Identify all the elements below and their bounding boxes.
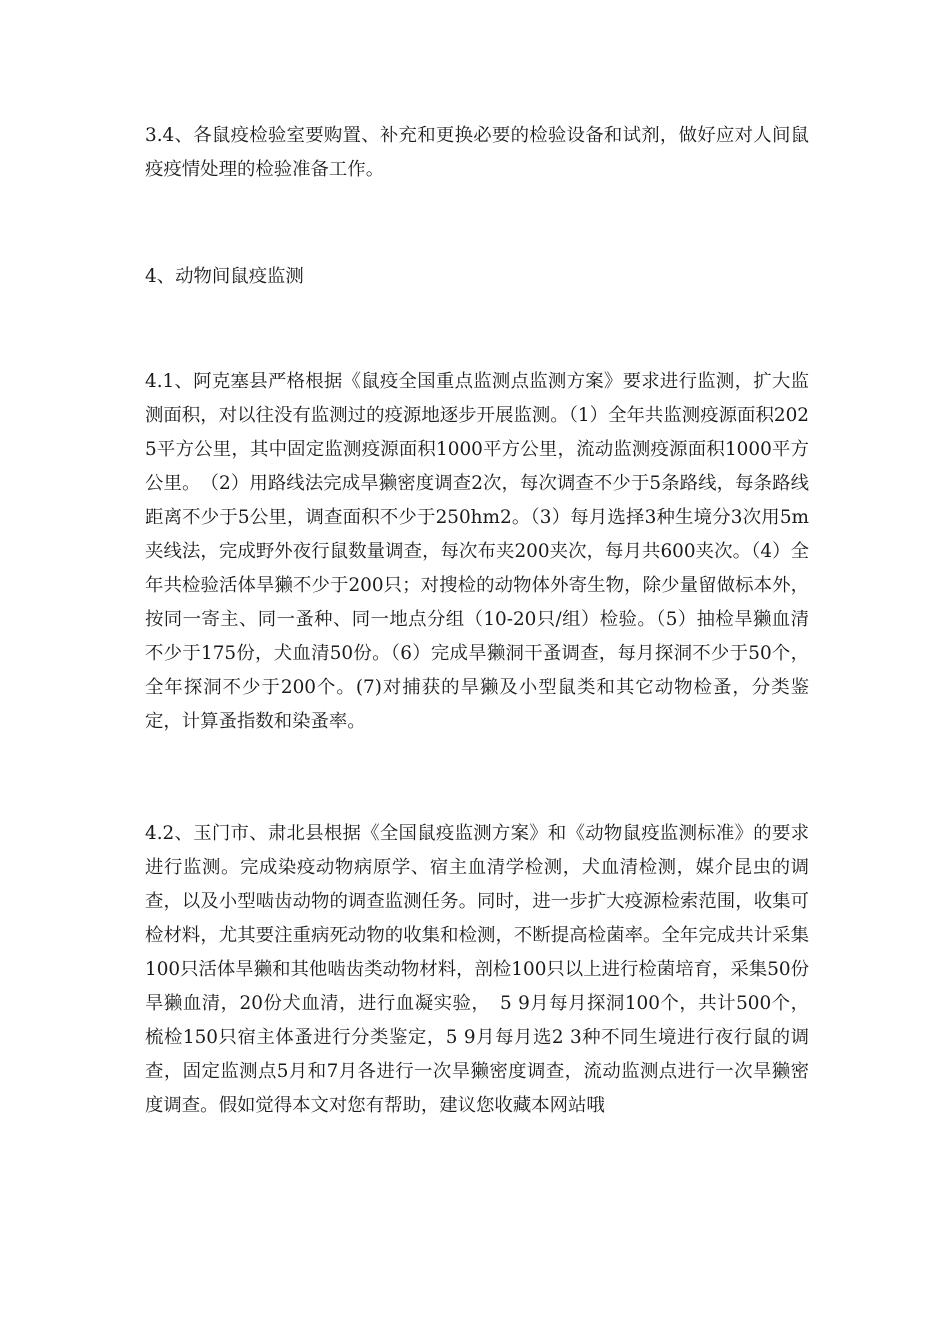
paragraph-4-2-yumen-subei-monitoring: 4.2、玉门市、肃北县根据《全国鼠疫监测方案》和《动物鼠疫监测标准》的要求进行监测。完成染疫动物病原学、宿主血清学检测，犬血清检测，媒介昆虫的调查，以及小型啮齿动物的调查监测任务。同时，进一步扩大疫源检索范围，收集可检材料，尤其要注重病死动物的收集和检测，不断提高检菌率。全年完成共计采集100只活体旱獭和其他啮齿类动物材料，剖检100只以上进行检菌培育，采集50份旱獭血清，20份犬血清，进行血凝实验， 5 9月每月探洞100个，共计500个，梳检150只宿主体蚤进行分类鉴定，5 9月每月选2 3种不同生境进行夜行鼠的调查，固定监测点5月和7月各进行一次旱獭密度调查，流动监测点进行一次旱獭密度调查。假如觉得本文对您有帮助，建议您收藏本网站哦 [145,823,809,1116]
paragraph-4-1-aksay-monitoring: 4.1、阿克塞县严格根据《鼠疫全国重点监测点监测方案》要求进行监测，扩大监测面积，对以往没有监测过的疫源地逐步开展监测。（1）全年共监测疫源面积2025平方公里，其中固定监测疫源面积1000平方公里，流动监测疫源面积1000平方公里。 （2）用路线法完成旱獭密度调查2次，每次调查不少于5条路线，每条路线距离不少于5公里，调查面积不少于250hm2。（3）每月选择3种生境分3次用5m夹线法，完成野外夜行鼠数量调查，每次布夹200夹次，每月共600夹次。（4）全年共检验活体旱獭不少于200只；对搜检的动物体外寄生物，除少量留做标本外，按同一寄主、同一蚤种、同一地点分组（10-20只/组）检验。（5）抽检旱獭血清不少于175份，犬血清50份。（6）完成旱獭洞干蚤调查，每月探洞不少于50个，全年探洞不少于200个。(7)对捕获的旱獭及小型鼠类和其它动物检蚤，分类鉴定，计算蚤指数和染蚤率。 [145,371,809,732]
paragraph-3-4-lab-preparation: 3.4、各鼠疫检验室要购置、补充和更换必要的检验设备和试剂，做好应对人间鼠疫疫情处理的检验准备工作。 [145,125,809,180]
section-heading-animal-plague-monitoring: 4、动物间鼠疫监测 [145,266,304,287]
